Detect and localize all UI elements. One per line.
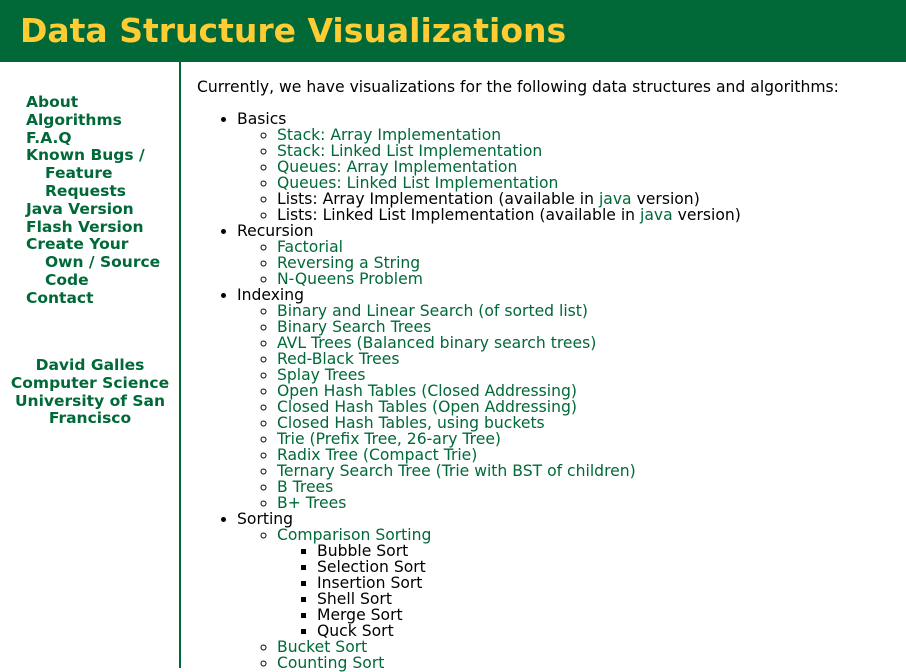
link-binary-search-trees[interactable]: Binary Search Trees	[277, 318, 432, 336]
item-text: Lists: Array Implementation (available in	[277, 190, 599, 208]
main-content	[197, 78, 897, 671]
page-header	[0, 0, 906, 62]
link-closed-hash-tables-open-addressing[interactable]: Closed Hash Tables (Open Addressing)	[277, 398, 577, 416]
link-stack-array-implementation[interactable]: Stack: Array Implementation	[277, 126, 502, 144]
intro-text: Currently, we have visualizations for the following data structures and algorithms:	[197, 78, 839, 96]
list-item	[277, 527, 897, 639]
list-item	[277, 127, 897, 143]
list-item-shell-sort: ▪ Shell Sort	[317, 591, 897, 607]
list-item	[277, 191, 897, 207]
list-item	[277, 159, 897, 175]
item-text: Lists: Linked List Implementation (available in	[277, 206, 641, 224]
link-closed-hash-tables-using-buckets[interactable]: Closed Hash Tables, using buckets	[277, 414, 545, 432]
nav-about[interactable]: About	[26, 93, 79, 111]
list-item-bubble-sort: ▪ Bubble Sort	[317, 543, 897, 559]
section-indexing	[237, 287, 897, 511]
link-b-trees[interactable]: B+ Trees	[277, 494, 347, 512]
nav-contact[interactable]: Contact	[26, 288, 94, 307]
list-item	[277, 479, 897, 495]
link-ternary-search-tree-trie-with-bst-of-children[interactable]: Ternary Search Tree (Trie with BST of children)	[277, 462, 636, 480]
list-item	[277, 175, 897, 191]
list-item	[277, 415, 897, 431]
list-item	[277, 335, 897, 351]
section-title: Recursion	[237, 222, 314, 240]
section-title: Indexing	[237, 286, 305, 304]
list-item	[277, 255, 897, 271]
list-item	[277, 431, 897, 447]
list-item	[277, 207, 897, 223]
link-stack-linked-list-implementation[interactable]: Stack: Linked List Implementation	[277, 142, 543, 160]
link-factorial[interactable]: Factorial	[277, 238, 343, 256]
sub-items	[277, 543, 897, 639]
link-radix-tree-compact-trie[interactable]: Radix Tree (Compact Trie)	[277, 446, 478, 464]
link-binary-and-linear-search-of-sorted-list[interactable]: Binary and Linear Search (of sorted list)	[277, 302, 589, 320]
author-block	[8, 357, 172, 428]
link-queues-linked-list-implementation[interactable]: Queues: Linked List Implementation	[277, 174, 559, 192]
nav-faq[interactable]: F.A.Q	[26, 128, 72, 147]
list-item	[277, 351, 897, 367]
list-item	[277, 239, 897, 255]
section-items	[237, 127, 897, 223]
nav-java-version[interactable]: Java Version	[26, 199, 134, 218]
link-trie-prefix-tree-26-ary-tree[interactable]: Trie (Prefix Tree, 26-ary Tree)	[277, 430, 502, 448]
author-university: University of San Francisco	[14, 391, 166, 428]
section-items	[237, 303, 897, 511]
link-red-black-trees[interactable]: Red-Black Trees	[277, 350, 400, 368]
link-n-queens-problem[interactable]: N-Queens Problem	[277, 270, 423, 288]
section-title: Basics	[237, 110, 287, 128]
nav-algorithms[interactable]: Algorithms	[26, 110, 122, 129]
link-queues-array-implementation[interactable]: Queues: Array Implementation	[277, 158, 518, 176]
link-avl-trees-balanced-binary-search-trees[interactable]: AVL Trees (Balanced binary search trees)	[277, 334, 597, 352]
list-item-insertion-sort: ▪ Insertion Sort	[317, 575, 897, 591]
list-item	[277, 367, 897, 383]
nav-create-your-own[interactable]: Create Your Own / Source Code	[26, 235, 161, 289]
section-recursion	[237, 223, 897, 287]
section-items	[237, 527, 897, 671]
sidebar	[0, 62, 181, 668]
item-suffix: version)	[631, 190, 700, 208]
list-item-quck-sort: ▪ Quck Sort	[317, 623, 897, 639]
item-suffix: version)	[672, 206, 741, 224]
link-counting-sort[interactable]: Counting Sort	[277, 654, 385, 672]
list-item	[277, 271, 897, 287]
list-item	[277, 303, 897, 319]
nav-known-bugs[interactable]: Known Bugs / Feature Requests	[26, 146, 145, 200]
section-items	[237, 239, 897, 287]
list-item-selection-sort: ▪ Selection Sort	[317, 559, 897, 575]
link-splay-trees[interactable]: Splay Trees	[277, 366, 366, 384]
author-department: Computer Science	[10, 373, 170, 392]
sidebar-nav	[26, 94, 171, 308]
section-basics	[237, 111, 897, 223]
nav-flash-version[interactable]: Flash Version	[26, 217, 144, 236]
list-item	[277, 319, 897, 335]
list-item	[277, 447, 897, 463]
list-item	[277, 143, 897, 159]
list-item	[277, 639, 897, 655]
link-bucket-sort[interactable]: Bucket Sort	[277, 638, 368, 656]
section-title: Sorting	[237, 510, 294, 528]
list-item	[277, 399, 897, 415]
list-item	[277, 655, 897, 671]
link-comparison-sorting[interactable]: Comparison Sorting	[277, 526, 432, 544]
link-b-trees[interactable]: B Trees	[277, 478, 334, 496]
list-item	[277, 383, 897, 399]
link-open-hash-tables-closed-addressing[interactable]: Open Hash Tables (Closed Addressing)	[277, 382, 577, 400]
list-item	[277, 495, 897, 511]
link-reversing-a-string[interactable]: Reversing a String	[277, 254, 421, 272]
list-item	[277, 463, 897, 479]
java-version-link[interactable]: java	[598, 190, 632, 208]
section-sorting	[237, 511, 897, 671]
java-version-link[interactable]: java	[640, 206, 673, 224]
list-item-merge-sort: ▪ Merge Sort	[317, 607, 897, 623]
site-title: Data Structure Visualizations	[20, 11, 567, 50]
visualization-list	[197, 111, 897, 671]
author-name: David Galles	[35, 356, 145, 374]
